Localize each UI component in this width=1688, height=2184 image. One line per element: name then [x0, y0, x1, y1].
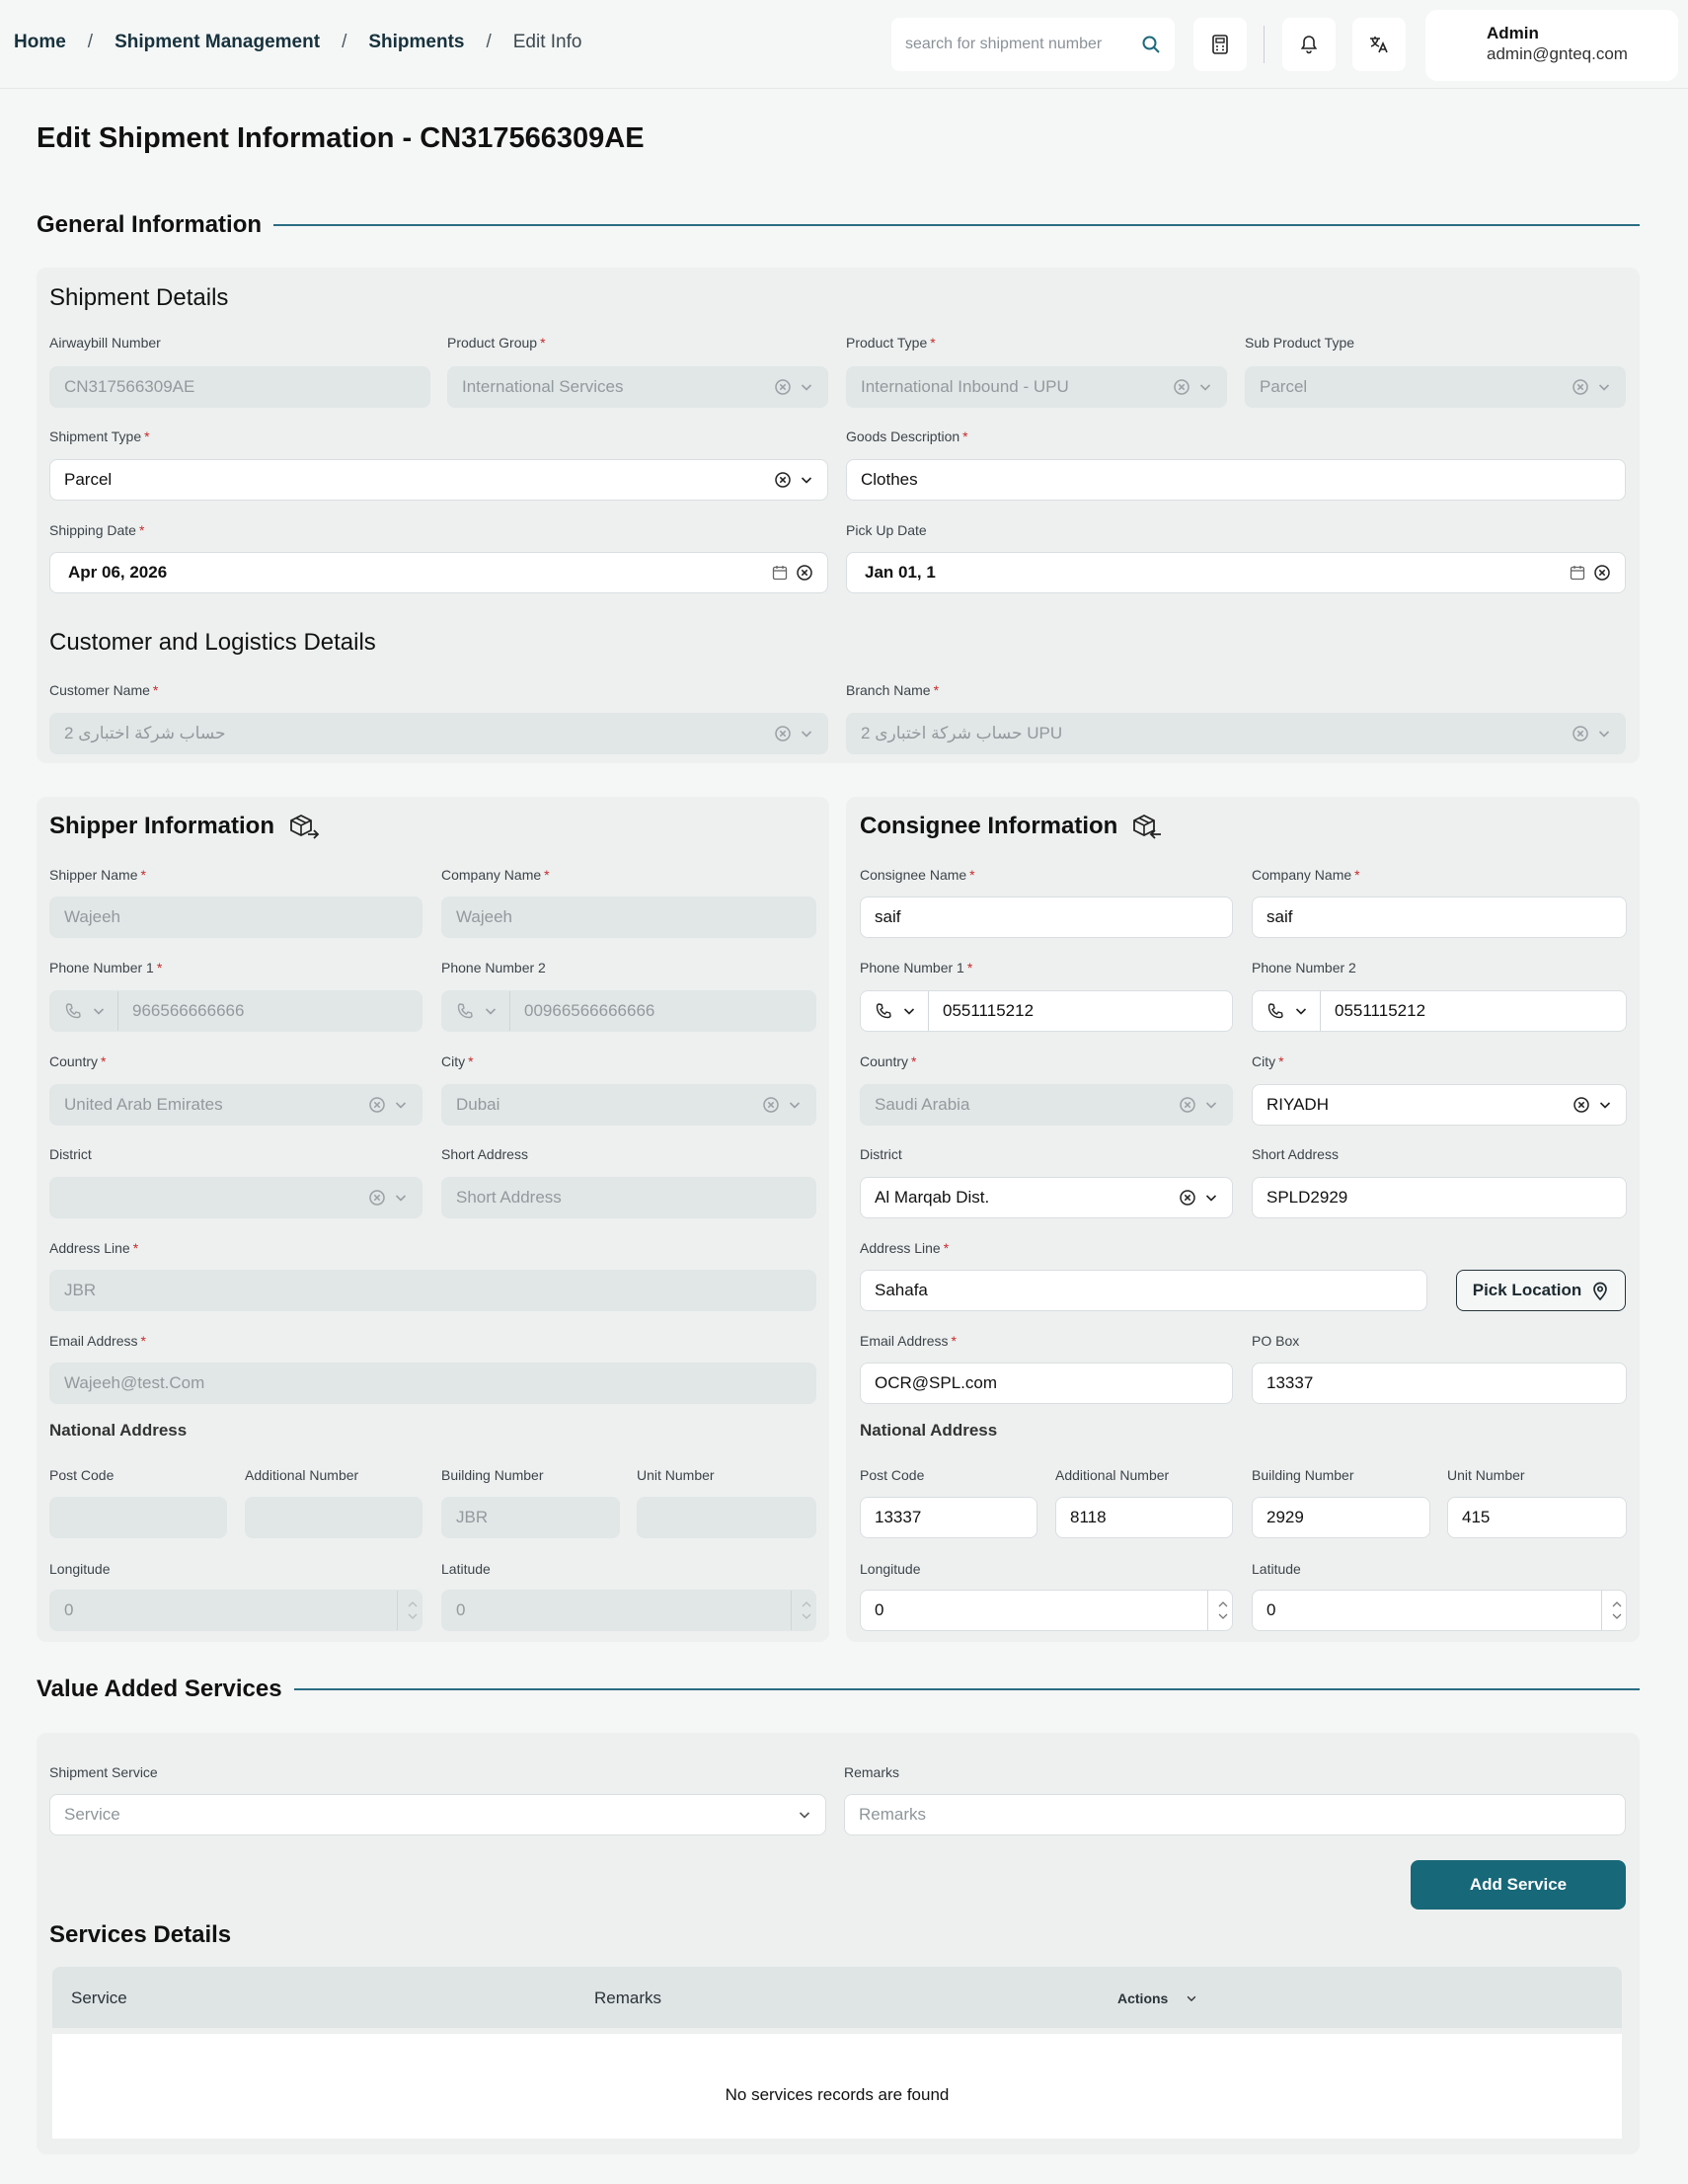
- divider: [1264, 26, 1265, 63]
- product-group-select: International Services: [447, 366, 828, 408]
- user-email: admin@gnteq.com: [1487, 44, 1628, 63]
- shipper-unit-number-label: Unit Number: [637, 1467, 715, 1483]
- shipper-phone2-input: 00966566666666: [441, 990, 816, 1032]
- shipper-longitude-input: 0: [49, 1590, 422, 1631]
- customer-logistics-title: Customer and Logistics Details: [49, 629, 376, 656]
- consignee-title: Consignee Information: [860, 813, 1163, 840]
- consignee-address-line-input[interactable]: Sahafa: [860, 1270, 1427, 1311]
- chevron-down-icon: [1198, 380, 1212, 394]
- section-title: General Information: [37, 211, 263, 238]
- shipper-national-address-title: National Address: [49, 1421, 188, 1440]
- shipper-information-card: [37, 797, 829, 1642]
- consignee-post-code-label: Post Code: [860, 1467, 925, 1483]
- empty-state-message: No services records are found: [725, 2085, 950, 2104]
- services-table-header: [52, 1967, 1622, 2028]
- consignee-latitude-label: Latitude: [1252, 1561, 1301, 1577]
- consignee-city-label: City *: [1252, 1053, 1284, 1069]
- product-type-label: Product Type *: [846, 335, 936, 351]
- column-header-service: Service: [71, 1989, 127, 2007]
- product-type-select: International Inbound - UPU: [846, 366, 1227, 408]
- clear-icon: [762, 1096, 780, 1114]
- consignee-unit-number-input[interactable]: 415: [1447, 1497, 1627, 1538]
- section-title: Value Added Services: [37, 1676, 282, 1702]
- chevron-down-icon: [800, 380, 813, 394]
- clear-icon: [1179, 1096, 1196, 1114]
- shipper-latitude-input: 0: [441, 1590, 816, 1631]
- shipper-country-select: United Arab Emirates: [49, 1084, 422, 1126]
- search-input[interactable]: [905, 36, 1122, 53]
- user-menu[interactable]: [1425, 10, 1678, 81]
- airwaybill-label: Airwaybill Number: [49, 335, 161, 351]
- clear-icon[interactable]: [796, 564, 813, 582]
- shipper-phone1-label: Phone Number 1 *: [49, 960, 163, 975]
- shipper-company-input: Wajeeh: [441, 897, 816, 938]
- value-added-services-header: [37, 1676, 1640, 1703]
- consignee-information-card: [846, 797, 1640, 1642]
- customer-name-select: حساب شركة اختبارى 2: [49, 713, 828, 754]
- section-divider: [273, 224, 1640, 226]
- shipper-building-number-input: JBR: [441, 1497, 620, 1538]
- bell-icon: [1300, 35, 1318, 54]
- chevron-down-icon: [1294, 1004, 1308, 1018]
- consignee-short-address-input[interactable]: SPLD2929: [1252, 1177, 1627, 1218]
- consignee-district-select[interactable]: Al Marqab Dist.: [860, 1177, 1233, 1218]
- top-bar: [0, 0, 1688, 89]
- shipment-type-select[interactable]: Parcel: [49, 459, 828, 501]
- phone-icon: [64, 1002, 82, 1020]
- shipper-address-line-label: Address Line *: [49, 1240, 139, 1256]
- shipper-short-address-label: Short Address: [441, 1146, 528, 1162]
- shipper-company-label: Company Name *: [441, 867, 550, 883]
- chevron-down-icon: [92, 1004, 106, 1018]
- clear-icon: [368, 1096, 386, 1114]
- shipper-longitude-label: Longitude: [49, 1561, 111, 1577]
- language-button[interactable]: [1352, 18, 1406, 71]
- consignee-district-label: District: [860, 1146, 902, 1162]
- pickup-date-label: Pick Up Date: [846, 522, 927, 538]
- branch-name-label: Branch Name *: [846, 682, 940, 698]
- services-details-title: Services Details: [49, 1921, 232, 1948]
- shipper-city-select: Dubai: [441, 1084, 816, 1126]
- phone-icon: [456, 1002, 474, 1020]
- shipper-unit-number-input: [637, 1497, 816, 1538]
- chevron-down-icon: [902, 1004, 916, 1018]
- shipper-latitude-label: Latitude: [441, 1561, 491, 1577]
- chevron-down-icon: [394, 1191, 408, 1205]
- consignee-address-line-label: Address Line *: [860, 1240, 950, 1256]
- consignee-phone1-input[interactable]: 0551115212: [860, 990, 1233, 1032]
- clear-icon[interactable]: [1179, 1189, 1196, 1207]
- consignee-phone1-label: Phone Number 1 *: [860, 960, 973, 975]
- chevron-down-icon: [1186, 1992, 1197, 2004]
- consignee-name-label: Consignee Name *: [860, 867, 975, 883]
- consignee-company-label: Company Name *: [1252, 867, 1360, 883]
- consignee-city-select[interactable]: RIYADH: [1252, 1084, 1627, 1126]
- column-header-actions[interactable]: Actions: [1117, 1990, 1197, 2006]
- clear-icon[interactable]: [1593, 564, 1611, 582]
- shipper-additional-number-input: [245, 1497, 422, 1538]
- shipper-post-code-label: Post Code: [49, 1467, 115, 1483]
- clear-icon: [774, 725, 792, 742]
- consignee-additional-number-label: Additional Number: [1055, 1467, 1170, 1483]
- shipment-type-label: Shipment Type *: [49, 429, 150, 444]
- general-information-header: [37, 211, 1640, 239]
- consignee-po-box-label: PO Box: [1252, 1333, 1300, 1349]
- breadcrumb-current: Edit Info: [512, 32, 582, 52]
- clear-icon[interactable]: [1573, 1096, 1590, 1114]
- chevron-down-icon: [798, 1808, 811, 1822]
- shipping-date-picker[interactable]: Apr 06, 2026: [49, 552, 828, 593]
- chevron-down-icon: [1597, 727, 1611, 741]
- phone-prefix: [64, 991, 118, 1031]
- airwaybill-field: CN317566309AE: [49, 366, 430, 408]
- map-pin-icon: [1591, 1281, 1609, 1300]
- breadcrumb: [14, 32, 581, 53]
- shipper-country-label: Country *: [49, 1053, 107, 1069]
- consignee-phone2-input[interactable]: 0551115212: [1252, 990, 1627, 1032]
- remarks-label: Remarks: [844, 1764, 900, 1780]
- calculator-button[interactable]: [1193, 18, 1247, 71]
- consignee-unit-number-label: Unit Number: [1447, 1467, 1525, 1483]
- clear-icon: [368, 1189, 386, 1207]
- consignee-latitude-input[interactable]: 0: [1252, 1590, 1627, 1631]
- chevron-down-icon: [1204, 1098, 1218, 1112]
- consignee-short-address-label: Short Address: [1252, 1146, 1339, 1162]
- package-outgoing-icon: [288, 813, 320, 840]
- shipper-email-label: Email Address *: [49, 1333, 146, 1349]
- consignee-additional-number-input[interactable]: 8118: [1055, 1497, 1233, 1538]
- shipper-name-label: Shipper Name *: [49, 867, 146, 883]
- shipper-district-label: District: [49, 1146, 92, 1162]
- shipment-service-label: Shipment Service: [49, 1764, 158, 1780]
- branch-name-select: حساب شركة اختبارى 2 UPU: [846, 713, 1626, 754]
- search-icon[interactable]: [1141, 35, 1161, 54]
- calendar-icon: [772, 565, 788, 581]
- number-stepper: [397, 1591, 422, 1630]
- shipper-district-select: [49, 1177, 422, 1218]
- shipment-search: [891, 18, 1175, 71]
- goods-description-input[interactable]: Clothes: [846, 459, 1626, 501]
- phone-icon: [1266, 1002, 1284, 1020]
- phone-prefix: [456, 991, 510, 1031]
- breadcrumb-shipments[interactable]: Shipments: [368, 32, 465, 52]
- consignee-name-input[interactable]: saif: [860, 897, 1233, 938]
- chevron-down-icon: [484, 1004, 498, 1018]
- consignee-country-label: Country *: [860, 1053, 917, 1069]
- consignee-longitude-input[interactable]: 0: [860, 1590, 1233, 1631]
- shipper-building-number-label: Building Number: [441, 1467, 544, 1483]
- phone-prefix-dropdown[interactable]: [875, 991, 929, 1031]
- calendar-icon: [1570, 565, 1585, 581]
- consignee-country-select: Saudi Arabia: [860, 1084, 1233, 1126]
- shipper-phone2-label: Phone Number 2: [441, 960, 546, 975]
- clear-icon: [774, 378, 792, 396]
- chevron-down-icon: [1598, 1098, 1612, 1112]
- column-header-remarks: Remarks: [594, 1989, 662, 2007]
- customer-name-label: Customer Name *: [49, 682, 159, 698]
- consignee-post-code-input[interactable]: 13337: [860, 1497, 1037, 1538]
- add-service-button[interactable]: Add Service: [1411, 1860, 1626, 1910]
- number-stepper: [791, 1591, 815, 1630]
- consignee-email-label: Email Address *: [860, 1333, 957, 1349]
- product-group-label: Product Group *: [447, 335, 546, 351]
- shipper-name-input: Wajeeh: [49, 897, 422, 938]
- section-divider: [294, 1688, 1640, 1690]
- phone-prefix-dropdown[interactable]: [1266, 991, 1321, 1031]
- chevron-down-icon: [1204, 1191, 1218, 1205]
- shipper-city-label: City *: [441, 1053, 474, 1069]
- pick-location-button[interactable]: Pick Location: [1456, 1270, 1626, 1311]
- chevron-down-icon: [394, 1098, 408, 1112]
- shipper-title: Shipper Information: [49, 813, 320, 840]
- breadcrumb-separator: /: [87, 32, 94, 52]
- goods-description-label: Goods Description *: [846, 429, 968, 444]
- shipper-phone1-input: 966566666666: [49, 990, 422, 1032]
- remarks-input[interactable]: Remarks: [844, 1794, 1626, 1835]
- calculator-icon: [1211, 35, 1229, 54]
- shipping-date-label: Shipping Date *: [49, 522, 145, 538]
- consignee-po-box-input[interactable]: 13337: [1252, 1363, 1627, 1404]
- shipment-details-title: Shipment Details: [49, 284, 229, 311]
- breadcrumb-shipment-management[interactable]: Shipment Management: [115, 32, 321, 52]
- consignee-building-number-label: Building Number: [1252, 1467, 1354, 1483]
- general-information-card: [37, 268, 1640, 763]
- user-name: Admin: [1487, 24, 1539, 42]
- consignee-phone2-label: Phone Number 2: [1252, 960, 1356, 975]
- chevron-down-icon: [788, 1098, 802, 1112]
- chevron-down-icon: [800, 473, 813, 487]
- package-incoming-icon: [1131, 813, 1163, 840]
- number-stepper[interactable]: [1207, 1591, 1232, 1630]
- clear-icon: [1572, 378, 1589, 396]
- shipper-post-code-input: [49, 1497, 227, 1538]
- shipper-short-address-input: Short Address: [441, 1177, 816, 1218]
- shipper-email-input: Wajeeh@test.Com: [49, 1363, 816, 1404]
- phone-icon: [875, 1002, 892, 1020]
- services-table-body: [52, 2034, 1622, 2139]
- consignee-longitude-label: Longitude: [860, 1561, 921, 1577]
- chevron-down-icon: [1597, 380, 1611, 394]
- breadcrumb-separator: /: [486, 32, 492, 52]
- breadcrumb-home[interactable]: Home: [14, 32, 66, 52]
- sub-product-type-select: Parcel: [1245, 366, 1626, 408]
- clear-icon: [1572, 725, 1589, 742]
- consignee-national-address-title: National Address: [860, 1421, 998, 1440]
- shipper-additional-number-label: Additional Number: [245, 1467, 359, 1483]
- sub-product-type-label: Sub Product Type: [1245, 335, 1355, 351]
- shipper-address-line-input: JBR: [49, 1270, 816, 1311]
- clear-icon: [1173, 378, 1190, 396]
- consignee-email-input[interactable]: OCR@SPL.com: [860, 1363, 1233, 1404]
- consignee-building-number-input[interactable]: 2929: [1252, 1497, 1430, 1538]
- number-stepper[interactable]: [1601, 1591, 1626, 1630]
- breadcrumb-separator: /: [342, 32, 347, 52]
- shipment-service-select[interactable]: Service: [49, 1794, 826, 1835]
- pickup-date-picker[interactable]: Jan 01, 1: [846, 552, 1626, 593]
- page-title: Edit Shipment Information - CN317566309AE: [37, 122, 645, 154]
- notifications-button[interactable]: [1282, 18, 1336, 71]
- chevron-down-icon: [800, 727, 813, 741]
- clear-icon[interactable]: [774, 471, 792, 489]
- consignee-company-input[interactable]: saif: [1252, 897, 1627, 938]
- translate-icon: [1368, 35, 1390, 54]
